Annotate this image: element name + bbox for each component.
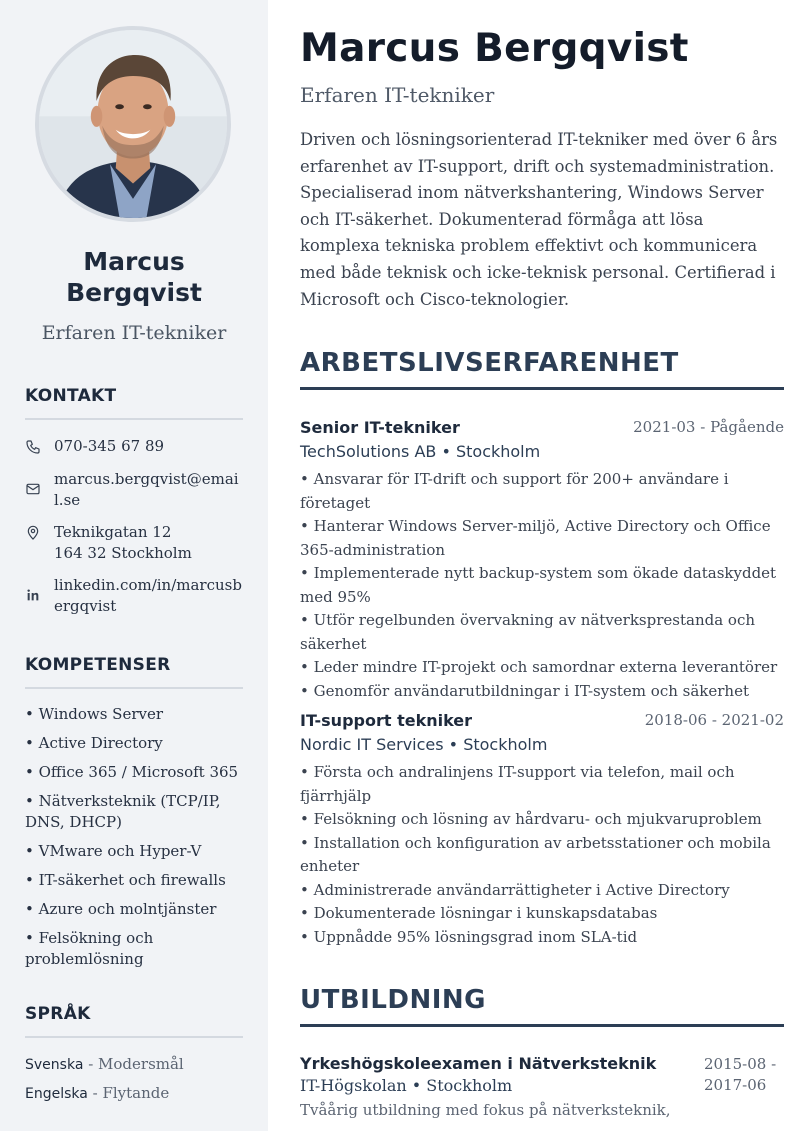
profile-photo xyxy=(35,26,231,222)
language-name: Engelska xyxy=(25,1086,88,1102)
job-bullets xyxy=(300,468,784,703)
job-bullet: • Implementerade nytt backup-system som ökade dataskyddet med 95% xyxy=(300,564,777,606)
job-title-subtitle: Erfaren IT-tekniker xyxy=(300,83,495,107)
contact-address xyxy=(25,522,250,564)
page-title: Marcus Bergqvist xyxy=(300,26,689,71)
job-bullets xyxy=(300,761,784,949)
sidebar-name-last: Bergqvist xyxy=(66,278,202,307)
address-line-1: Teknikgatan 12 xyxy=(54,523,172,541)
education-heading: UTBILDNING xyxy=(300,985,784,1027)
job-bullet: • Dokumenterade lösningar i kunskapsdatabas xyxy=(300,904,658,922)
profile-summary: Driven och lösningsorienterad IT-tekniker med över 6 års erfarenhet av IT-support, drift och systemadministration. Specialiserad inom nätverkshantering, Windows Server och IT-säkerhet. Dokumenterad förmåga att lösa komplexa tekniska problem effektivt och kommunicera med både teknisk och icke-teknisk personal. Certifierad i Microsoft och Cisco-teknologier. xyxy=(300,130,778,309)
sidebar-name-first: Marcus xyxy=(83,247,185,276)
skill-item: • VMware och Hyper-V xyxy=(25,842,202,860)
job-bullet: • Hanterar Windows Server-miljö, Active Directory och Office 365-administration xyxy=(300,517,771,559)
languages-heading: SPRÅK xyxy=(25,1004,243,1038)
job-title: IT-support tekniker xyxy=(300,711,473,730)
job-title: Senior IT-tekniker xyxy=(300,418,460,437)
profile-photo-image xyxy=(39,30,227,218)
education-dates: 2015-08 - 2017-06 xyxy=(704,1055,777,1094)
education-description: Tvåårig utbildning med fokus på nätverksteknik, xyxy=(300,1101,671,1119)
skill-item: • Windows Server xyxy=(25,705,164,723)
education-school: IT-Högskolan • Stockholm xyxy=(300,1076,513,1095)
job-bullet: • Leder mindre IT-projekt och samordnar externa leverantörer xyxy=(300,658,778,676)
job-entry xyxy=(300,418,784,703)
language-item xyxy=(25,1084,169,1102)
contact-heading: KONTAKT xyxy=(25,386,243,420)
skill-item: • Active Directory xyxy=(25,734,163,752)
experience-heading: ARBETSLIVSERFARENHET xyxy=(300,348,784,390)
mail-icon xyxy=(25,481,43,499)
job-bullet: • Ansvarar för IT-drift och support för 200+ användare i företaget xyxy=(300,470,729,512)
job-bullet: • Utför regelbunden övervakning av nätverksprestanda och säkerhet xyxy=(300,611,756,653)
skill-item: • IT-säkerhet och firewalls xyxy=(25,871,226,889)
language-level: - Flytande xyxy=(92,1084,170,1102)
sidebar xyxy=(0,0,268,1131)
skill-item: • Nätverksteknik (TCP/IP, DNS, DHCP) xyxy=(25,792,221,831)
skills-list xyxy=(25,704,245,978)
address-line-2: 164 32 Stockholm xyxy=(54,544,192,562)
job-entry xyxy=(300,711,784,949)
job-bullet: • Uppnådde 95% lösningsgrad inom SLA-tid xyxy=(300,927,638,946)
job-bullet: • Genomför användarutbildningar i IT-system och säkerhet xyxy=(300,681,749,700)
education-entry xyxy=(300,1054,784,1122)
contact-phone[interactable] xyxy=(25,436,250,457)
language-level: - Modersmål xyxy=(88,1055,184,1073)
email-text: marcus.bergqvist@email.se xyxy=(54,470,239,509)
linkedin-icon xyxy=(25,587,43,605)
job-bullet: • Första och andralinjens IT-support via telefon, mail och fjärrhjälp xyxy=(300,763,735,805)
location-pin-icon xyxy=(25,525,43,543)
job-bullet: • Felsökning och lösning av hårdvaru- och mjukvaruproblem xyxy=(300,810,762,828)
job-company: Nordic IT Services • Stockholm xyxy=(300,735,548,754)
job-dates: 2018-06 - 2021-02 xyxy=(644,711,784,729)
job-company: TechSolutions AB • Stockholm xyxy=(300,442,541,461)
phone-text: 070-345 67 89 xyxy=(54,437,165,455)
contact-email[interactable] xyxy=(25,469,250,511)
job-bullet: • Installation och konfiguration av arbetsstationer och mobila enheter xyxy=(300,833,771,875)
skill-item: • Office 365 / Microsoft 365 xyxy=(25,763,239,781)
skill-item: • Felsökning och problemlösning xyxy=(25,929,154,968)
contact-linkedin[interactable] xyxy=(25,575,250,617)
skills-heading: KOMPETENSER xyxy=(25,655,243,689)
address-text xyxy=(54,522,192,564)
job-bullet: • Administrerade användarrättigheter i Active Directory xyxy=(300,880,730,899)
education-title: Yrkeshögskoleexamen i Nätverksteknik xyxy=(300,1054,657,1073)
sidebar-name xyxy=(0,246,268,308)
skill-item: • Azure och molntjänster xyxy=(25,900,217,918)
linkedin-text: linkedin.com/in/marcusbergqvist xyxy=(54,576,242,615)
phone-icon xyxy=(25,439,43,457)
job-dates: 2021-03 - Pågående xyxy=(633,418,784,436)
language-name: Svenska xyxy=(25,1057,84,1073)
language-item xyxy=(25,1055,184,1073)
sidebar-job-title: Erfaren IT-tekniker xyxy=(41,322,227,344)
